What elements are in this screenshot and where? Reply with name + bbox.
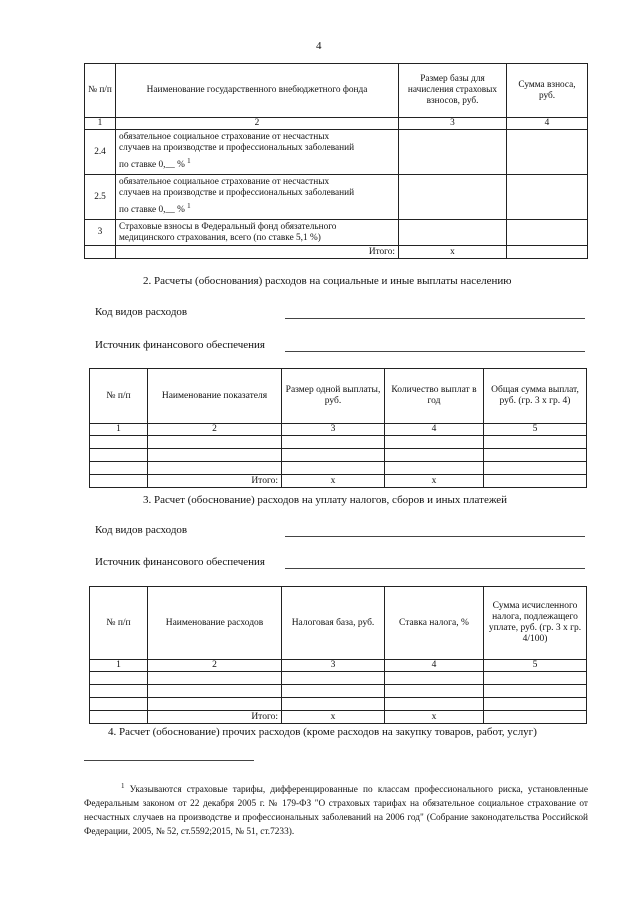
total-row bbox=[90, 711, 587, 724]
table-row[interactable] bbox=[90, 462, 587, 475]
row-sum-cell[interactable] bbox=[507, 130, 588, 175]
table2-colnum: 3 bbox=[282, 424, 385, 436]
table-row bbox=[85, 175, 588, 220]
total-sum-cell[interactable] bbox=[507, 246, 588, 259]
row-name bbox=[116, 175, 399, 220]
table-row[interactable] bbox=[90, 436, 587, 449]
section3-source-label: Источник финансового обеспечения bbox=[95, 556, 265, 568]
section3-title: 3. Расчет (обоснование) расходов на уплату налогов, сборов и иных платежей bbox=[143, 494, 508, 506]
row-base-cell[interactable] bbox=[399, 175, 507, 220]
table3-colnum: 4 bbox=[385, 660, 484, 672]
total-row bbox=[85, 246, 588, 259]
row-number: 2.5 bbox=[85, 175, 116, 220]
table-row[interactable] bbox=[90, 685, 587, 698]
footnote-text: Указываются страховые тарифы, дифференцированные по классам профессионального риска, установленные Федеральным законом от 22 декабря 2005 г. № 179-ФЗ "О страховых тарифах на обязательное социальное страхование от несчастных случаев на производстве и профессиональных заболеваний на 2006 год" (Собрание законодательства Российской Федерации, 2005, № 52, ст.5592;2015, № 51, ст.7233). bbox=[84, 785, 588, 838]
total-x: x bbox=[282, 475, 385, 488]
total-label: Итого: bbox=[116, 246, 399, 259]
table-row[interactable] bbox=[90, 698, 587, 711]
table1-header-sum: Сумма взноса, руб. bbox=[507, 64, 588, 118]
footnote-ref: 1 bbox=[187, 202, 191, 211]
social-payments-table bbox=[89, 368, 587, 488]
table-row bbox=[85, 130, 588, 175]
row-number: 2.4 bbox=[85, 130, 116, 175]
table2-header-num: № п/п bbox=[90, 369, 148, 424]
footnote-mark: 1 bbox=[121, 782, 125, 790]
table3-colnum: 3 bbox=[282, 660, 385, 672]
table3-colnum: 1 bbox=[90, 660, 148, 672]
table1-colnum: 2 bbox=[116, 118, 399, 130]
footnote-separator bbox=[84, 760, 254, 761]
table1-colnum: 3 bbox=[399, 118, 507, 130]
table-row bbox=[85, 220, 588, 246]
table2-colnum: 1 bbox=[90, 424, 148, 436]
total-sum-cell[interactable] bbox=[484, 711, 587, 724]
section3-source-field[interactable] bbox=[285, 568, 585, 569]
table2-header-count: Количество выплат в год bbox=[385, 369, 484, 424]
row-name-line: по ставке 0,__ % bbox=[119, 160, 185, 171]
section2-source-field[interactable] bbox=[285, 351, 585, 352]
total-label: Итого: bbox=[148, 711, 282, 724]
row-sum-cell[interactable] bbox=[507, 220, 588, 246]
section2-title: 2. Расчеты (обоснования) расходов на социальные и иные выплаты населению bbox=[143, 275, 512, 287]
total-row bbox=[90, 475, 587, 488]
page-number: 4 bbox=[316, 40, 322, 52]
table2-colnum: 2 bbox=[148, 424, 282, 436]
total-x: x bbox=[282, 711, 385, 724]
section4-title: 4. Расчет (обоснование) прочих расходов (кроме расходов на закупку товаров, работ, услуг) bbox=[108, 726, 537, 738]
empty-cell bbox=[90, 711, 148, 724]
table3-header-rate: Ставка налога, % bbox=[385, 587, 484, 660]
row-name-line: медицинского страхования, всего (по ставке 5,1 %) bbox=[119, 232, 321, 243]
empty-cell bbox=[90, 475, 148, 488]
row-sum-cell[interactable] bbox=[507, 175, 588, 220]
total-x: x bbox=[385, 711, 484, 724]
row-number: 3 bbox=[85, 220, 116, 246]
section2-code-label: Код видов расходов bbox=[95, 306, 188, 318]
table-row[interactable] bbox=[90, 449, 587, 462]
row-name-line: обязательное социальное страхование от несчастных bbox=[119, 132, 330, 143]
table3-header-num: № п/п bbox=[90, 587, 148, 660]
table2-header-payment: Размер одной выплаты, руб. bbox=[282, 369, 385, 424]
row-base-cell[interactable] bbox=[399, 130, 507, 175]
footnote bbox=[84, 779, 588, 839]
table2-header-name: Наименование показателя bbox=[148, 369, 282, 424]
empty-cell bbox=[85, 246, 116, 259]
table3-header-base: Налоговая база, руб. bbox=[282, 587, 385, 660]
row-name-line: Страховые взносы в Федеральный фонд обязательного bbox=[119, 221, 337, 232]
table3-header-name: Наименование расходов bbox=[148, 587, 282, 660]
table-row[interactable] bbox=[90, 672, 587, 685]
row-name bbox=[116, 220, 399, 246]
section2-code-field[interactable] bbox=[285, 318, 585, 319]
section3-code-field[interactable] bbox=[285, 536, 585, 537]
table2-header-total: Общая сумма выплат, руб. (гр. 3 х гр. 4) bbox=[484, 369, 587, 424]
table1-colnum: 1 bbox=[85, 118, 116, 130]
total-x: x bbox=[385, 475, 484, 488]
table1-header-fund: Наименование государственного внебюджетного фонда bbox=[116, 64, 399, 118]
table1-header-base: Размер базы для начисления страховых взносов, руб. bbox=[399, 64, 507, 118]
table2-colnum: 4 bbox=[385, 424, 484, 436]
insurance-contributions-table bbox=[84, 63, 588, 259]
section2-source-label: Источник финансового обеспечения bbox=[95, 339, 265, 351]
table2-colnum: 5 bbox=[484, 424, 587, 436]
section3-code-label: Код видов расходов bbox=[95, 524, 188, 536]
row-name-line: обязательное социальное страхование от несчастных bbox=[119, 177, 330, 188]
row-name-line: по ставке 0,__ % bbox=[119, 205, 185, 216]
footnote-ref: 1 bbox=[187, 157, 191, 166]
table1-colnum: 4 bbox=[507, 118, 588, 130]
total-x: x bbox=[399, 246, 507, 259]
row-name-line: случаев на производстве и профессиональных заболеваний bbox=[119, 143, 355, 154]
row-name-line: случаев на производстве и профессиональных заболеваний bbox=[119, 188, 355, 199]
row-name bbox=[116, 130, 399, 175]
taxes-table bbox=[89, 586, 587, 724]
table3-header-sum: Сумма исчисленного налога, подлежащего уплате, руб. (гр. 3 х гр. 4/100) bbox=[484, 587, 587, 660]
total-sum-cell[interactable] bbox=[484, 475, 587, 488]
total-label: Итого: bbox=[148, 475, 282, 488]
table1-header-num: № п/п bbox=[85, 64, 116, 118]
table3-colnum: 5 bbox=[484, 660, 587, 672]
table3-colnum: 2 bbox=[148, 660, 282, 672]
row-base-cell[interactable] bbox=[399, 220, 507, 246]
